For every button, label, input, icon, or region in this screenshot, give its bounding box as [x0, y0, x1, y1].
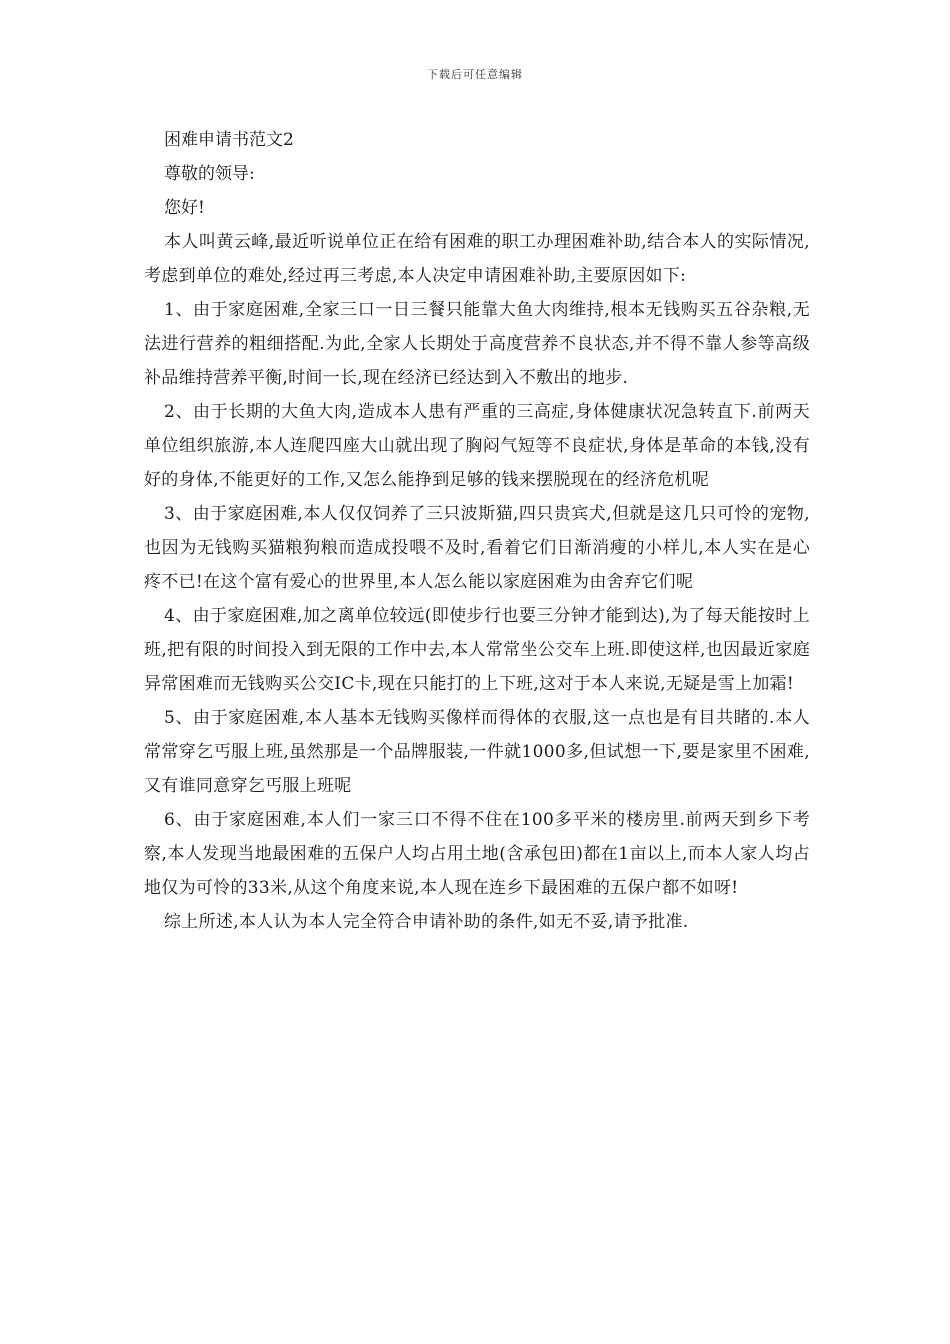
reason-paragraph-5: 5、由于家庭困难,本人基本无钱购买像样而得体的衣服,这一点也是有目共睹的.本人常常穿乞丐服上班,虽然那是一个品牌服装,一件就1000多,但试想一下,要是家里不困难,又有谁同意穿乞丐服上班呢 — [144, 708, 810, 796]
salutation: 尊敬的领导: — [164, 164, 255, 184]
greeting: 您好! — [164, 198, 205, 218]
intro-paragraph: 本人叫黄云峰,最近听说单位正在给有困难的职工办理困难补助,结合本人的实际情况,考虑到单位的难处,经过再三考虑,本人决定申请困难补助,主要原因如下: — [144, 232, 810, 286]
document-body — [144, 123, 810, 939]
reason-paragraph-2: 2、由于长期的大鱼大肉,造成本人患有严重的三高症,身体健康状况急转直下.前两天单位组织旅游,本人连爬四座大山就出现了胸闷气短等不良症状,身体是革命的本钱,没有好的身体,不能更好的工作,又怎么能挣到足够的钱来摆脱现在的经济危机呢 — [144, 402, 810, 490]
reason-paragraph-1: 1、由于家庭困难,全家三口一日三餐只能靠大鱼大肉维持,根本无钱购买五谷杂粮,无法进行营养的粗细搭配.为此,全家人长期处于高度营养不良状态,并不得不靠人参等高级补品维持营养平衡,时间一长,现在经济已经达到入不敷出的地步. — [144, 300, 810, 388]
conclusion-paragraph: 综上所述,本人认为本人完全符合申请补助的条件,如无不妥,请予批准. — [164, 912, 689, 932]
reason-paragraph-4: 4、由于家庭困难,加之离单位较远(即使步行也要三分钟才能到达),为了每天能按时上班,把有限的时间投入到无限的工作中去,本人常常坐公交车上班.即使这样,也因最近家庭异常困难而无钱购买公交IC卡,现在只能打的上下班,这对于本人来说,无疑是雪上加霜! — [144, 606, 810, 694]
reason-paragraph-3: 3、由于家庭困难,本人仅仅饲养了三只波斯猫,四只贵宾犬,但就是这几只可怜的宠物,也因为无钱购买猫粮狗粮而造成投喂不及时,看着它们日渐消瘦的小样儿,本人实在是心疼不已!在这个富有爱心的世界里,本人怎么能以家庭困难为由舍弃它们呢 — [144, 504, 810, 592]
page-header-note: 下载后可任意编辑 — [427, 68, 523, 81]
reason-paragraph-6: 6、由于家庭困难,本人们一家三口不得不住在100多平米的楼房里.前两天到乡下考察,本人发现当地最困难的五保户人均占用土地(含承包田)都在1亩以上,而本人家人均占地仅为可怜的33米,从这个角度来说,本人现在连乡下最困难的五保户都不如呀! — [144, 810, 810, 898]
document-title: 困难申请书范文2 — [164, 130, 294, 150]
